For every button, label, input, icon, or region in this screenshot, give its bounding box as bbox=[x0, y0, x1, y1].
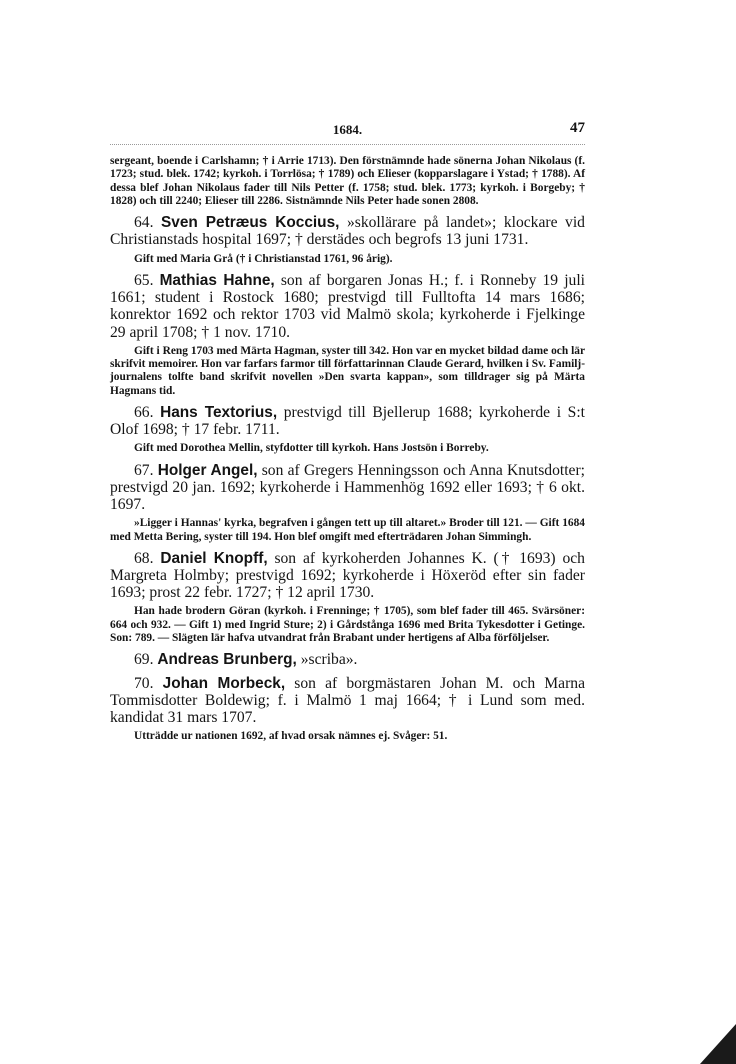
page-number: 47 bbox=[570, 120, 585, 136]
page-header bbox=[110, 118, 585, 142]
entry-number: 69. bbox=[134, 651, 154, 669]
entry-name: Hans Textorius, bbox=[160, 403, 278, 421]
entry-main bbox=[110, 651, 585, 668]
entry-number: 67. bbox=[134, 461, 154, 479]
entry-70 bbox=[110, 675, 585, 744]
continuation-paragraph: sergeant, boende i Carlshamn; † i Arrie 1713). Den förstnämnde hade sönerna Johan Nikolaus (f. 1723; stud. blek. 1742; kyrkoh. i Torrlösa; † 1789) och Elieser (kopparslagare i Ystad; † 1788). Af dessa blef Johan Nikolaus fader till Nils Petter (f. 1758; stud. blek. 1773; kyrkoh. i Borgeby; † 1828) och till 2240; Elieser till 2286. Sistnämnde Nils Peter hade sonen 2808. bbox=[110, 155, 585, 207]
entry-text: »skollärare på landet»; klockare vid Christianstads hospital 1697; † derstädes och begrofs 13 juni 1731. bbox=[110, 214, 585, 249]
entry-name: Johan Morbeck, bbox=[162, 674, 286, 692]
entry-name: Mathias Hahne, bbox=[159, 271, 275, 289]
header-year: 1684. bbox=[332, 122, 363, 137]
entry-64 bbox=[110, 214, 585, 266]
entry-name: Sven Petræus Koccius, bbox=[161, 214, 340, 232]
entry-main bbox=[110, 272, 585, 341]
entry-text: son af borgmästaren Johan M. och Marna Tommisdotter Boldewig; f. i Malmö 1 maj 1664; † i Lund som med. kandidat 31 mars 1707. bbox=[110, 674, 585, 726]
entry-number: 65. bbox=[134, 271, 154, 289]
page-corner-shadow bbox=[700, 1024, 736, 1064]
entry-main bbox=[110, 462, 585, 514]
entry-note: Gift med Maria Grå († i Christianstad 1761, 96 årig). bbox=[134, 252, 393, 265]
entry-text: son af kyrkoherden Johannes K. († 1693) och Margreta Holmby; prestvigd 1692; kyrkoherde i Höxeröd efter sin fader 1693; prost 22 febr. 1727; † 12 april 1730. bbox=[110, 549, 585, 602]
entry-number: 70. bbox=[134, 674, 154, 692]
entry-name: Holger Angel, bbox=[157, 461, 258, 479]
document-page bbox=[110, 118, 585, 743]
entry-name: Andreas Brunberg, bbox=[157, 651, 297, 669]
entry-number: 66. bbox=[134, 403, 154, 421]
entry-note: Gift i Reng 1703 med Märta Hagman, syster till 342. Hon var en mycket bildad dame och lär skrifvit memoirer. Hon var farfars farmor till författarinnan Claude Gerard, hvilken i Sv. Familj-journalens tolfte band skrifvit novellen »Den svarta kappan», som tilldrager sig på Märta Hagmans tid. bbox=[110, 344, 585, 397]
entry-main bbox=[110, 675, 585, 727]
entry-main bbox=[110, 214, 585, 248]
entry-main bbox=[110, 404, 585, 438]
entry-main bbox=[110, 550, 585, 602]
entry-text: prestvigd till Bjellerup 1688; kyrkoherde i S:t Olof 1698; † 17 febr. 1711. bbox=[110, 403, 585, 439]
entry-69 bbox=[110, 651, 585, 668]
entry-text: son af Gregers Henningsson och Anna Knutsdotter; prestvigd 20 jan. 1692; kyrkoherde i Hammenhög 1692 eller 1693; † 6 okt. 1697. bbox=[110, 461, 585, 513]
entry-65 bbox=[110, 272, 585, 398]
entry-number: 64. bbox=[134, 214, 154, 232]
entry-note: Utträdde ur nationen 1692, af hvad orsak nämnes ej. Svåger: 51. bbox=[134, 730, 448, 743]
entry-name: Daniel Knopff, bbox=[160, 549, 268, 567]
entry-number: 68. bbox=[134, 549, 154, 567]
entry-note: Gift med Dorothea Mellin, styfdotter till kyrkoh. Hans Jostsön i Borreby. bbox=[134, 442, 489, 455]
header-divider bbox=[110, 144, 585, 145]
entry-68 bbox=[110, 550, 585, 646]
entry-66 bbox=[110, 404, 585, 456]
entry-note: »Ligger i Hannas' kyrka, begrafven i gången tett up till altaret.» Broder till 121. — Gift 1684 med Metta Bering, syster till 194. Hon blef omgift med efterträdaren Johan Simmingh. bbox=[110, 517, 585, 543]
entry-67 bbox=[110, 462, 585, 544]
entry-note: Han hade brodern Göran (kyrkoh. i Frenninge; † 1705), som blef fader till 465. Svärsöner: 664 och 932. — Gift 1) med Ingrid Sture; 2) i Gårdstånga 1696 med Brita Tykesdotter i Getinge. Son: 789. — Slägten lär hafva utvandrat från Brabant under hertigens af Alba förföljelser. bbox=[110, 605, 585, 644]
entry-text: »scriba». bbox=[300, 651, 358, 669]
entry-text: son af borgaren Jonas H.; f. i Ronneby 19 juli 1661; student i Rostock 1680; prestvigd till Fulltofta 14 mars 1686; konrektor 1692 och rektor 1703 vid Malmö skola; kyrkoherde i Fjelkinge 29 april 1708; † 1 nov. 1710. bbox=[110, 271, 585, 341]
